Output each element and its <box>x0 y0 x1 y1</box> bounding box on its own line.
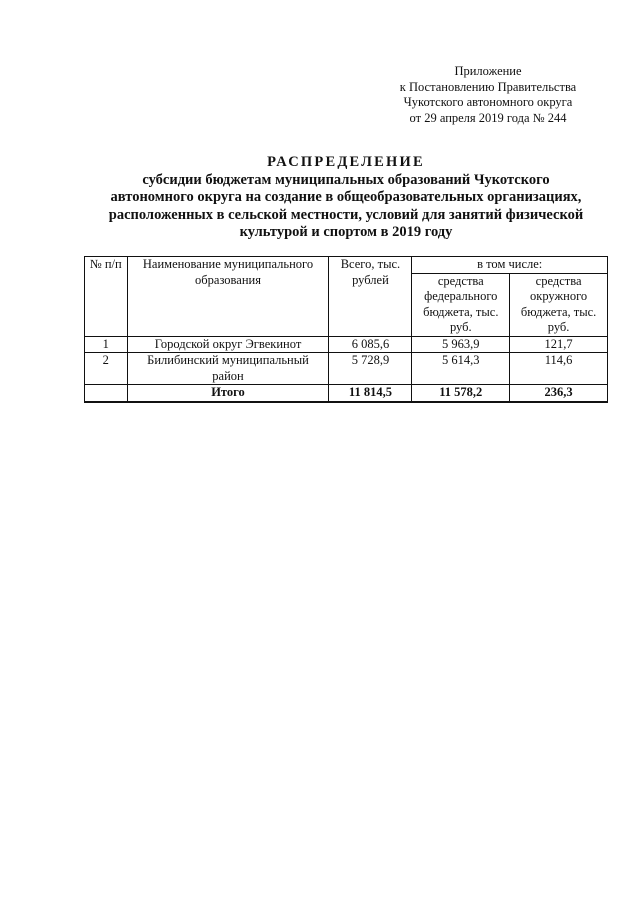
title-line-4: культурой и спортом в 2019 году <box>239 224 453 240</box>
title-line-3: расположенных в сельской местности, условий для занятий физической <box>108 206 584 223</box>
row-num: 2 <box>85 353 128 385</box>
row-federal: 5 963,9 <box>412 336 510 353</box>
row-okrug: 114,6 <box>510 353 608 385</box>
title-line-2: автономного округа на создание в общеобразовательных организациях, <box>110 189 582 205</box>
table-row <box>85 353 608 385</box>
appendix-line-1: Приложение <box>454 64 522 78</box>
row-name: Городской округ Эгвекинот <box>127 336 329 353</box>
header-num: № п/п <box>85 257 128 337</box>
total-sum: 11 814,5 <box>329 385 412 402</box>
title-line-1: субсидии бюджетам муниципальных образований Чукотского <box>142 171 550 188</box>
row-total: 5 728,9 <box>329 353 412 385</box>
appendix-line-4: от 29 апреля 2019 года № 244 <box>409 110 567 125</box>
title-heading: РАСПРЕДЕЛЕНИЕ <box>267 154 425 170</box>
total-label: Итого <box>127 385 329 402</box>
total-federal: 11 578,2 <box>412 385 510 402</box>
document-title <box>78 154 614 242</box>
total-okrug: 236,3 <box>510 385 608 402</box>
distribution-table <box>84 256 608 403</box>
header-total: Всего, тыс. рублей <box>329 257 412 337</box>
header-okrug: средства окружного бюджета, тыс. руб. <box>510 273 608 336</box>
appendix-block <box>393 64 583 126</box>
header-federal: средства федерального бюджета, тыс. руб. <box>412 273 510 336</box>
appendix-line-3: Чукотского автономного округа <box>403 95 573 109</box>
row-federal: 5 614,3 <box>412 353 510 385</box>
table-total-row <box>85 385 608 402</box>
row-name: Билибинский муниципальный район <box>127 353 329 385</box>
row-num: 1 <box>85 336 128 353</box>
appendix-line-2: к Постановлению Правительства <box>399 79 577 94</box>
table-row <box>85 336 608 353</box>
total-num <box>85 385 128 402</box>
row-okrug: 121,7 <box>510 336 608 353</box>
header-including: в том числе: <box>412 257 608 274</box>
header-name: Наименование муниципального образования <box>127 257 329 337</box>
table-header-row <box>85 257 608 274</box>
row-total: 6 085,6 <box>329 336 412 353</box>
